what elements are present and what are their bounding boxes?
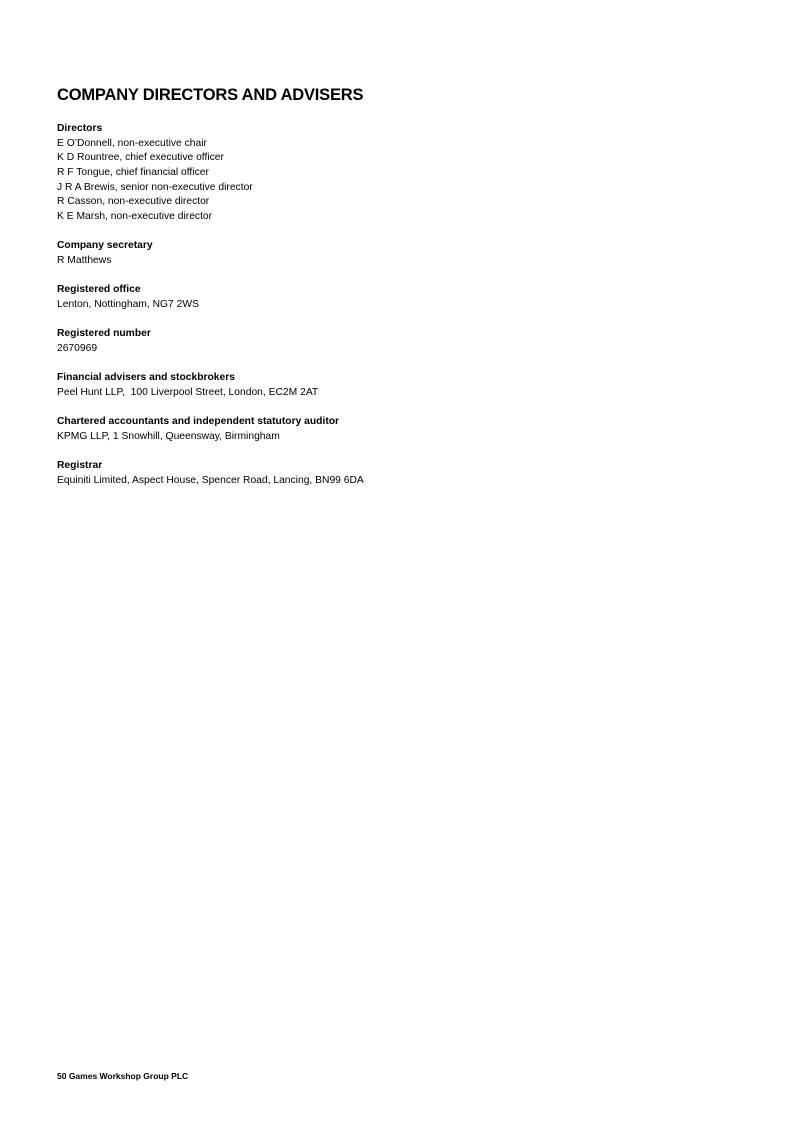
- section-heading: Registered office: [57, 284, 141, 296]
- section-line: 2670969: [57, 342, 98, 354]
- section-line: KPMG LLP, 1 Snowhill, Queensway, Birmingham: [57, 430, 280, 442]
- section: [57, 459, 364, 488]
- section-line: R F Tongue, chief financial officer: [57, 166, 209, 178]
- page-title: COMPANY DIRECTORS AND ADVISERS: [57, 86, 364, 104]
- section-line: Equiniti Limited, Aspect House, Spencer Road, Lancing, BN99 6DA: [57, 474, 364, 486]
- directors-and-advisers-list: [57, 122, 364, 503]
- section-heading: Company secretary: [57, 240, 153, 252]
- section-line: K D Rountree, chief executive officer: [57, 152, 224, 164]
- section-line: J R A Brewis, senior non-executive director: [57, 181, 253, 193]
- section: [57, 283, 364, 312]
- section-line: Peel Hunt LLP, 100 Liverpool Street, London, EC2M 2AT: [57, 386, 319, 398]
- section-line: R Matthews: [57, 254, 112, 266]
- section: [57, 122, 364, 225]
- section-heading: Chartered accountants and independent statutory auditor: [57, 416, 340, 428]
- section-heading: Directors: [57, 123, 103, 134]
- page-footer: 50 Games Workshop Group PLC: [57, 1071, 189, 1081]
- section-heading: Registered number: [57, 328, 151, 340]
- section: [57, 327, 364, 356]
- section-line: R Casson, non-executive director: [57, 196, 210, 208]
- section: [57, 239, 364, 268]
- section-heading: Registrar: [57, 460, 103, 471]
- section-line: Lenton, Nottingham, NG7 2WS: [57, 298, 199, 310]
- section: [57, 371, 364, 400]
- section: [57, 415, 364, 444]
- section-line: E O’Donnell, non-executive chair: [57, 137, 207, 149]
- section-line: K E Marsh, non-executive director: [57, 210, 213, 222]
- section-heading: Financial advisers and stockbrokers: [57, 372, 235, 384]
